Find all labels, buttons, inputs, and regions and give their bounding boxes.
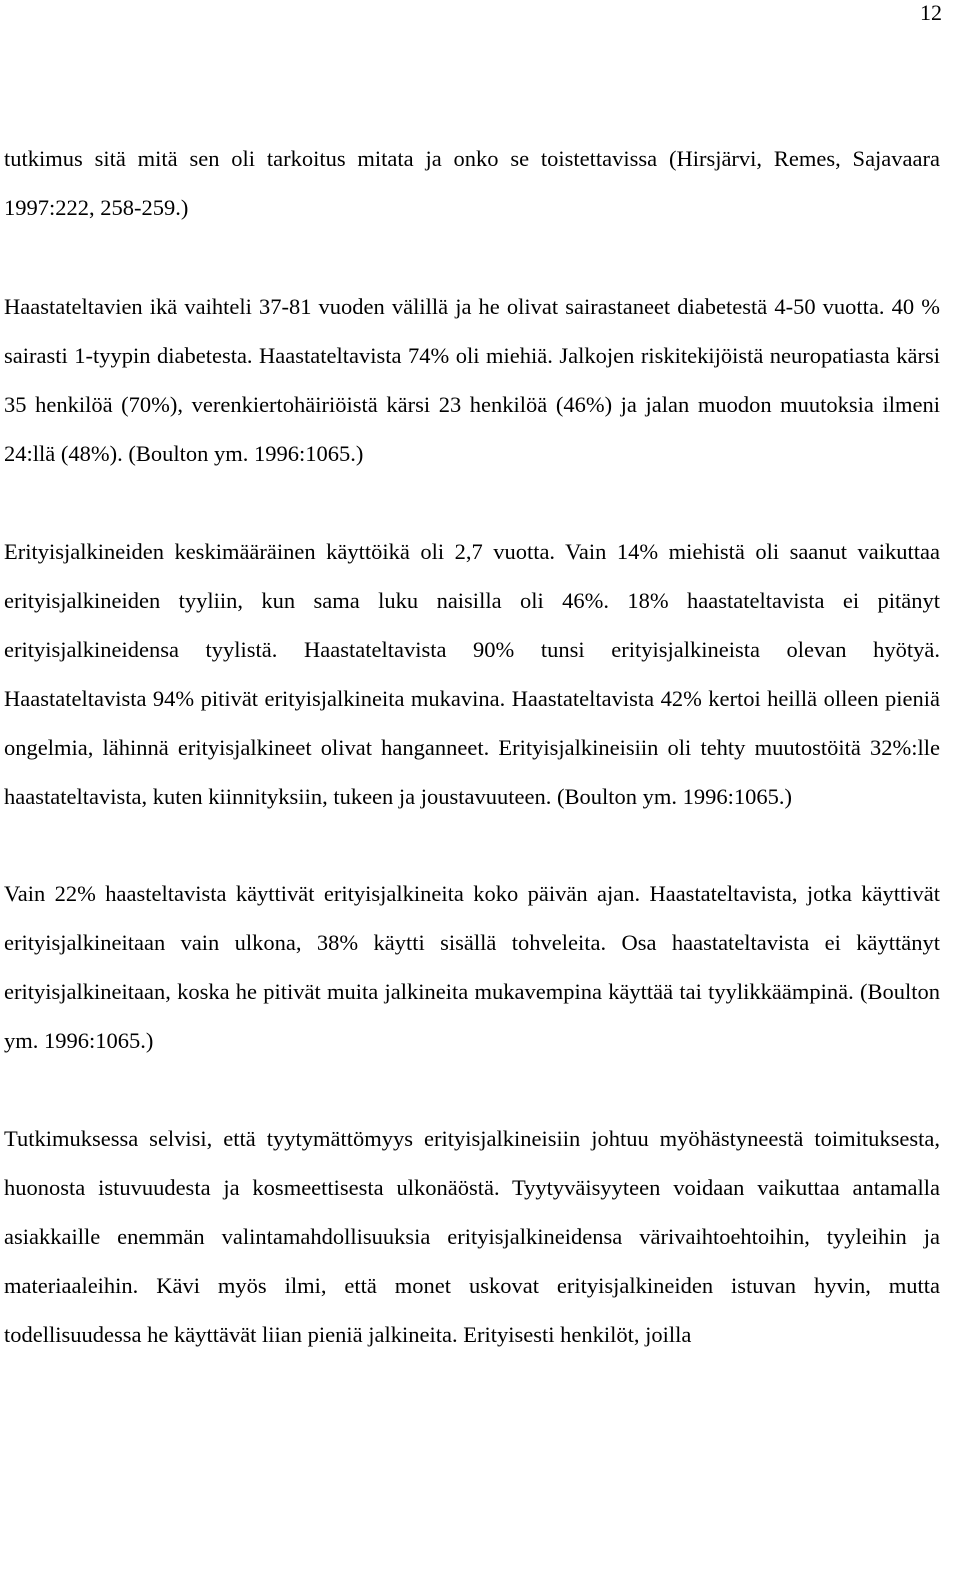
- page-number: 12: [920, 0, 942, 25]
- paragraph-participants: Haastateltavien ikä vaihteli 37-81 vuoden välillä ja he olivat sairastaneet diabetestä 4-50 vuotta. 40 % sairasti 1-tyypin diabetesta. Haastateltavista 74% oli miehiä. Jalkojen riskitekijöistä neuropatiasta kärsi 35 henkilöä (70%), verenkiertohäiriöistä kärsi 23 henkilöä (46%) ja jalan muodon muutoksia ilmeni 24:llä (48%). (Boulton ym. 1996:1065.): [4, 294, 940, 467]
- paragraph-daily-use: Vain 22% haasteltavista käyttivät erityisjalkineita koko päivän ajan. Haastateltavista, jotka käyttivät erityisjalkineitaan vain ulkona, 38% käytti sisällä tohveleita. Osa haastateltavista ei käyttänyt erityisjalkineitaan, koska he pitivät muita jalkineita mukavempina käyttää tai tyylikkäämpinä. (Boulton ym. 1996:1065.): [4, 881, 940, 1054]
- paragraph-reliability: tutkimus sitä mitä sen oli tarkoitus mitata ja onko se toistettavissa (Hirsjärvi, Remes, Sajavaara 1997:222, 258-259.): [4, 146, 940, 221]
- paragraph-dissatisfaction: Tutkimuksessa selvisi, että tyytymättömyys erityisjalkineisiin johtuu myöhästyneestä toimituksesta, huonosta istuvuudesta ja kosmeettisesta ulkonäöstä. Tyytyväisyyteen voidaan vaikuttaa antamalla asiakkaille enemmän valintamahdollisuuksia erityisjalkineidensa värivaihtoehtoihin, tyyleihin ja materiaaleihin. Kävi myös ilmi, että monet uskovat erityisjalkineiden istuvan hyvin, mutta todellisuudessa he käyttävät liian pieniä jalkineita. Erityisesti henkilöt, joilla: [4, 1125, 940, 1347]
- body-text: [4, 134, 940, 1359]
- paragraph-footwear-usage: Erityisjalkineiden keskimääräinen käyttöikä oli 2,7 vuotta. Vain 14% miehistä oli saanut vaikuttaa erityisjalkineiden tyyliin, kun sama luku naisilla oli 46%. 18% haastateltavista ei pitänyt erityisjalkineidensa tyylistä. Haastateltavista 90% tunsi erityisjalkineista olevan hyötyä. Haastateltavista 94% pitivät erityisjalkineita mukavina. Haastateltavista 42% kertoi heillä olleen pieniä ongelmia, lähinnä erityisjalkineet olivat hanganneet. Erityisjalkineisiin oli tehty muutostöitä 32%:lle haastateltavista, kuten kiinnityksiin, tukeen ja joustavuuteen. (Boulton ym. 1996:1065.): [4, 538, 940, 810]
